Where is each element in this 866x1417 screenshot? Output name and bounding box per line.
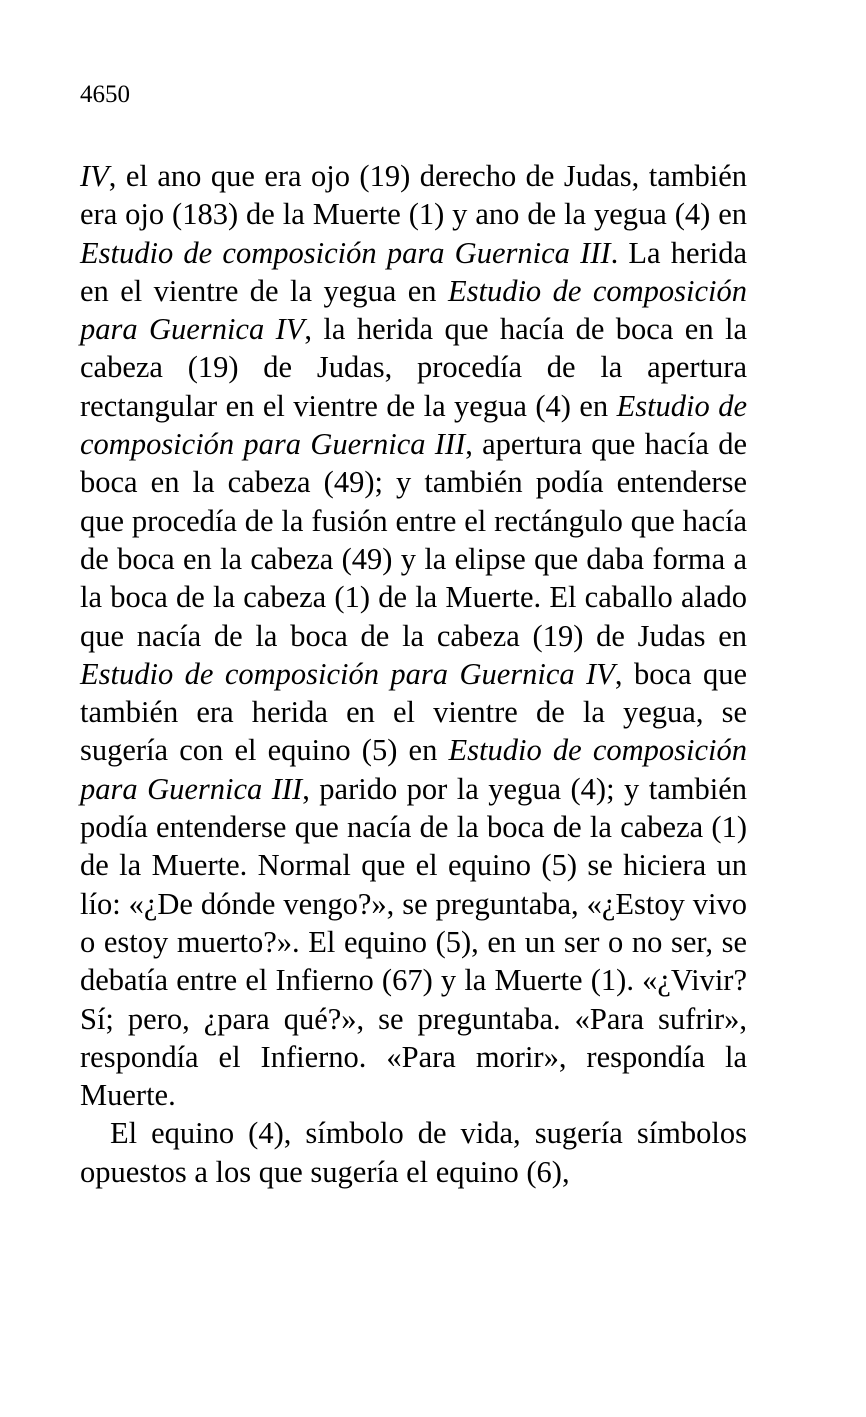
- italic-text: IV: [80, 159, 109, 193]
- text-run: El equino (4), símbolo de vida, sugería símbolos opuestos a los que sugería el equino (6),: [80, 1116, 747, 1189]
- text-run: , apertura que hacía de boca en la cabeza (49); y también podía entenderse que procedía de la fusión entre el rectángulo que hacía de boca en la cabeza (49) y la elipse que daba forma a la boca de la cabeza (1) de la Muerte. El caballo alado que nacía de la boca de la cabeza (19) de Judas en: [80, 427, 747, 653]
- paragraph-2: [80, 1114, 747, 1191]
- body-text: [80, 157, 747, 1191]
- italic-title: Estudio de composición para Guernica IV: [80, 273, 748, 347]
- italic-title: Estudio de composición para Guernica III: [80, 733, 747, 806]
- paragraph-1: [80, 157, 747, 1114]
- text-run: , la herida que hacía de boca en la cabeza (19) de Judas, procedía de la apertura rectangular en el vientre de la yegua (4) en: [80, 312, 747, 423]
- page-number: 4650: [80, 81, 130, 108]
- text-run: . La herida en el vientre de la yegua en: [80, 235, 748, 308]
- italic-title: Estudio de composición para Guernica III: [80, 235, 611, 270]
- text-run: , el ano que era ojo (19) derecho de Judas, también era ojo (183) de la Muerte (1) y ano de la yegua (4) en: [80, 159, 747, 232]
- text-run: , parido por la yegua (4); y también podía entenderse que nacía de la boca de la cabeza (1) de la Muerte. Normal que el equino (5) se hiciera un lío: «¿De dónde vengo?», se preguntaba, «¿Estoy vivo o estoy muerto?». El equino (5), en un ser o no ser, se debatía entre el Infierno (67) y la Muerte (1). «¿Vivir? Sí; pero, ¿para qué?», se preguntaba. «Para sufrir», respondía el Infierno. «Para morir», respondía la Muerte.: [80, 771, 747, 1113]
- text-run: , boca que también era herida en el vientre de la yegua, se sugería con el equino (5) en: [80, 656, 747, 768]
- italic-title: Estudio de composición para Guernica IV: [80, 656, 615, 691]
- italic-title: Estudio de composición para Guernica III: [80, 388, 747, 462]
